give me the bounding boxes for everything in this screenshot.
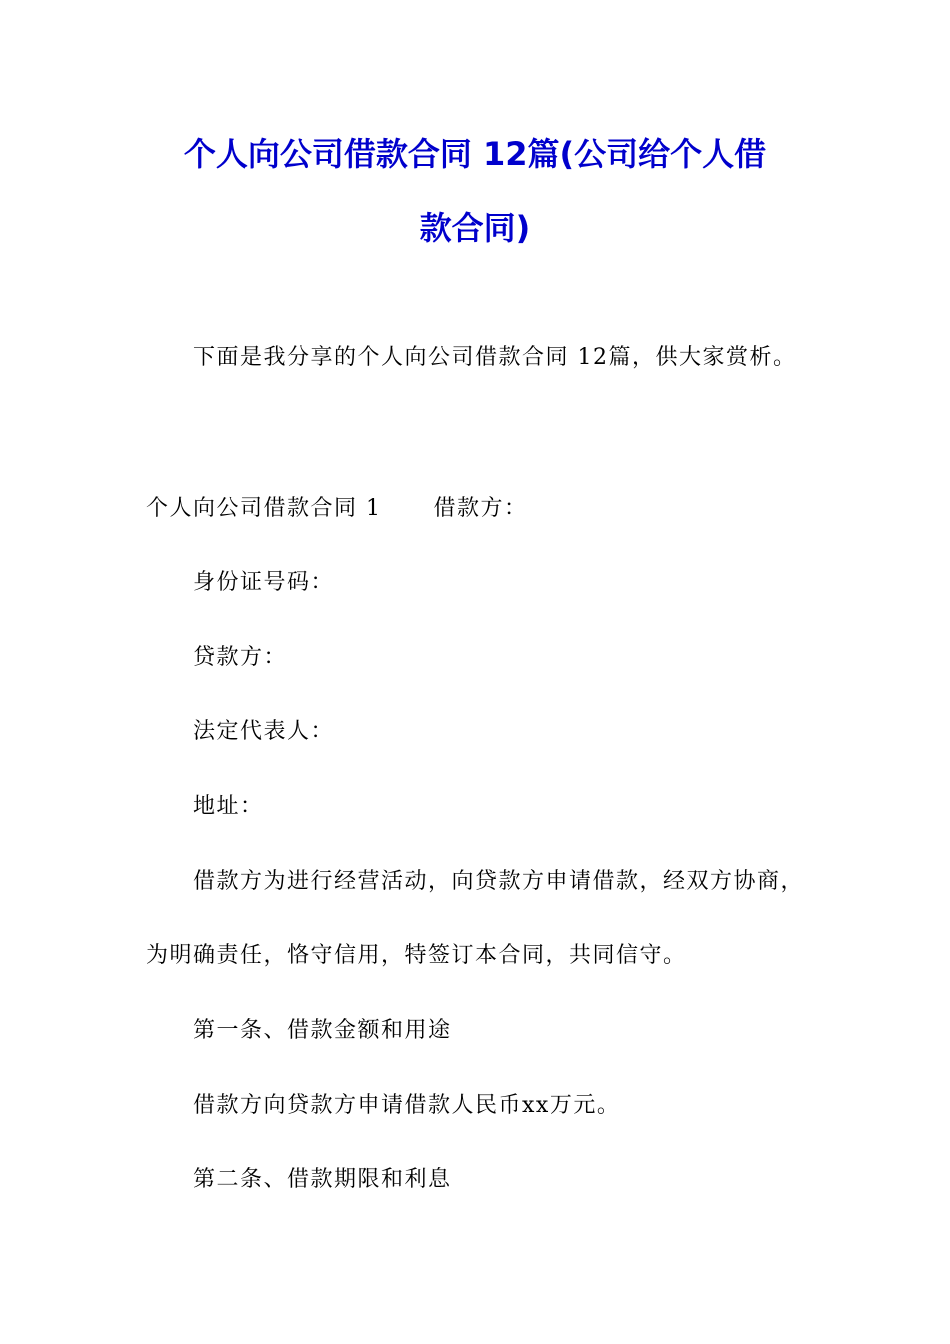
lender-label: 贷款方： [193, 645, 288, 670]
preamble-line-2: 为明确责任，恪守信用，特签订本合同，共同信守。 [146, 943, 687, 968]
legal-rep-label: 法定代表人： [193, 719, 335, 744]
borrower-label: 借款方： [433, 496, 528, 521]
document-title-line-1: 个人向公司借款合同 12篇(公司给个人借 [183, 135, 767, 173]
article-1-title: 第一条、借款金额和用途 [193, 1018, 452, 1043]
section-heading-row [146, 494, 528, 524]
preamble-line-1: 借款方为进行经营活动，向贷款方申请借款，经双方协商， [193, 869, 805, 894]
article-1-text: 借款方向贷款方申请借款人民币xx万元。 [193, 1093, 621, 1118]
id-number-label: 身份证号码： [193, 570, 335, 595]
intro-paragraph: 下面是我分享的个人向公司借款合同 12篇，供大家赏析。 [193, 345, 797, 370]
document-title-line-2: 款合同) [419, 209, 531, 247]
section-heading: 个人向公司借款合同 1 [146, 496, 382, 521]
address-label: 地址： [193, 794, 264, 819]
article-2-title: 第二条、借款期限和利息 [193, 1167, 452, 1192]
